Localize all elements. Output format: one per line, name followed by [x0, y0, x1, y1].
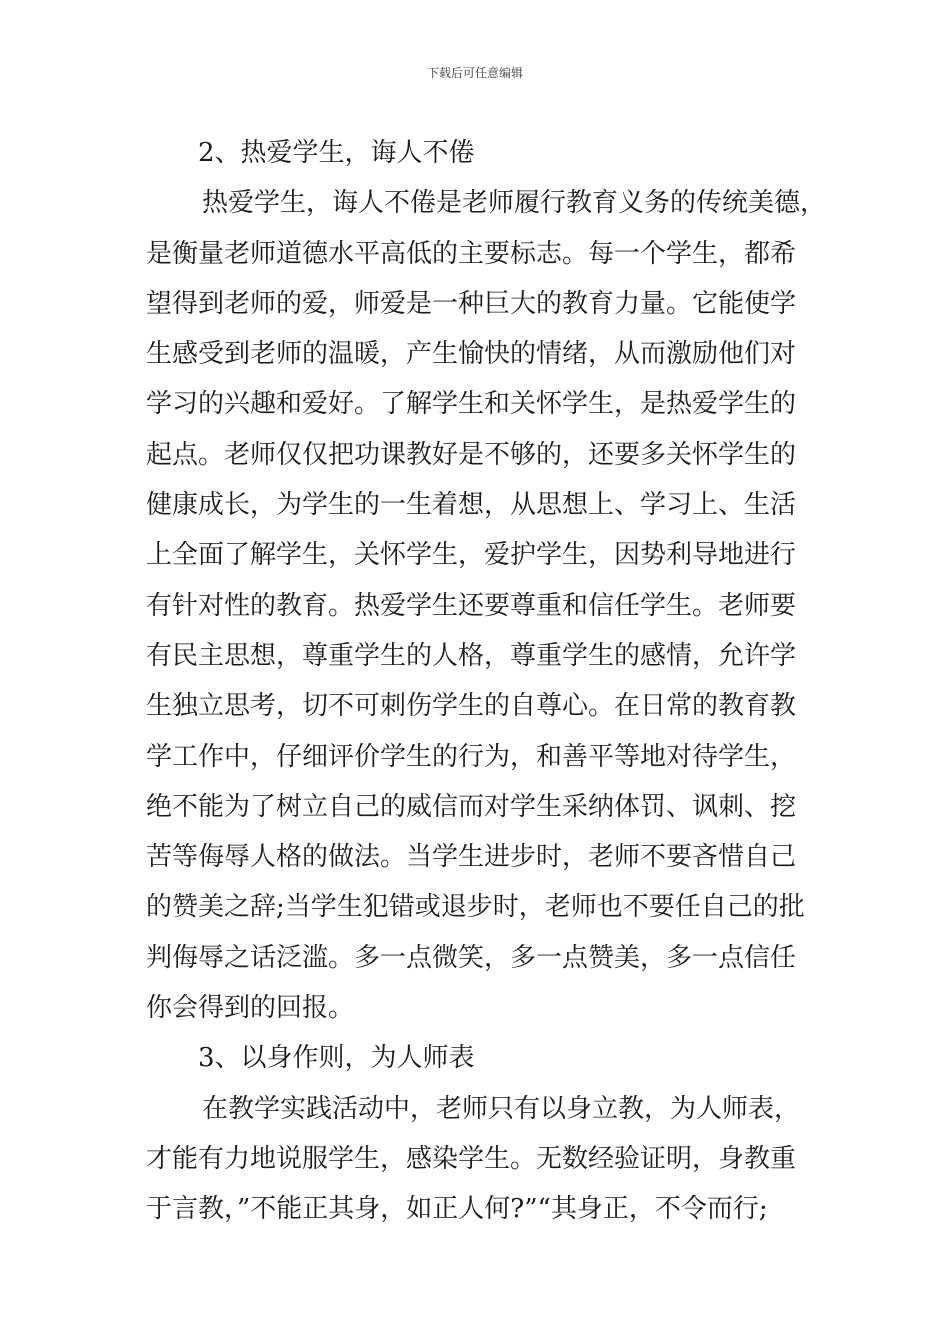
page-header: 下载后可任意编辑: [426, 66, 523, 80]
paragraph-line: 望得到老师的爱，师爱是一种巨大的教育力量。它能使学: [146, 288, 797, 319]
paragraph-line: 上全面了解学生，关怀学生，爱护学生，因势利导地进行: [146, 540, 797, 571]
paragraph-line: 有针对性的教育。热爱学生还要尊重和信任学生。老师要: [146, 590, 797, 621]
paragraph-line: 热爱学生，诲人不倦是老师履行教育义务的传统美德，: [202, 188, 827, 219]
paragraph-line: 生独立思考，切不可刺伤学生的自尊心。在日常的教育教: [146, 691, 797, 722]
paragraph-line: 的赞美之辞;当学生犯错或退步时，老师也不要任自己的批: [146, 892, 805, 923]
document-body: [146, 128, 826, 1235]
paragraph-line: 学习的兴趣和爱好。了解学生和关怀学生，是热爱学生的: [146, 389, 797, 420]
paragraph-line: 起点。老师仅仅把功课教好是不够的，还要多关怀学生的: [146, 439, 797, 470]
paragraph-line: 才能有力地说服学生，感染学生。无数经验证明，身教重: [146, 1143, 797, 1174]
paragraph-line: 你会得到的回报。: [146, 993, 355, 1024]
paragraph-line: 判侮辱之话泛滥。多一点微笑，多一点赞美，多一点信任: [146, 942, 797, 973]
paragraph-line: 于言教，”不能正其身，如正人何?”“其身正，不令而行;: [146, 1194, 768, 1225]
paragraph-line: 是衡量老师道德水平高低的主要标志。每一个学生，都希: [146, 238, 797, 269]
section-heading: 2、热爱学生，诲人不倦: [198, 138, 475, 168]
paragraph-line: 生感受到老师的温暖，产生愉快的情绪，从而激励他们对: [146, 339, 797, 370]
paragraph-line: 苦等侮辱人格的做法。当学生进步时，老师不要吝惜自己: [146, 842, 797, 873]
paragraph-line: 健康成长，为学生的一生着想，从思想上、学习上、生活: [146, 490, 797, 521]
paragraph-line: 在教学实践活动中，老师只有以身立教，为人师表，: [202, 1093, 801, 1124]
paragraph-line: 绝不能为了树立自己的威信而对学生采纳体罚、讽刺、挖: [146, 791, 797, 822]
paragraph-line: 有民主思想，尊重学生的人格，尊重学生的感情，允许学: [146, 640, 797, 671]
section-heading: 3、以身作则，为人师表: [198, 1043, 475, 1074]
paragraph-line: 学工作中，仔细评价学生的行为，和善平等地对待学生，: [146, 741, 797, 772]
